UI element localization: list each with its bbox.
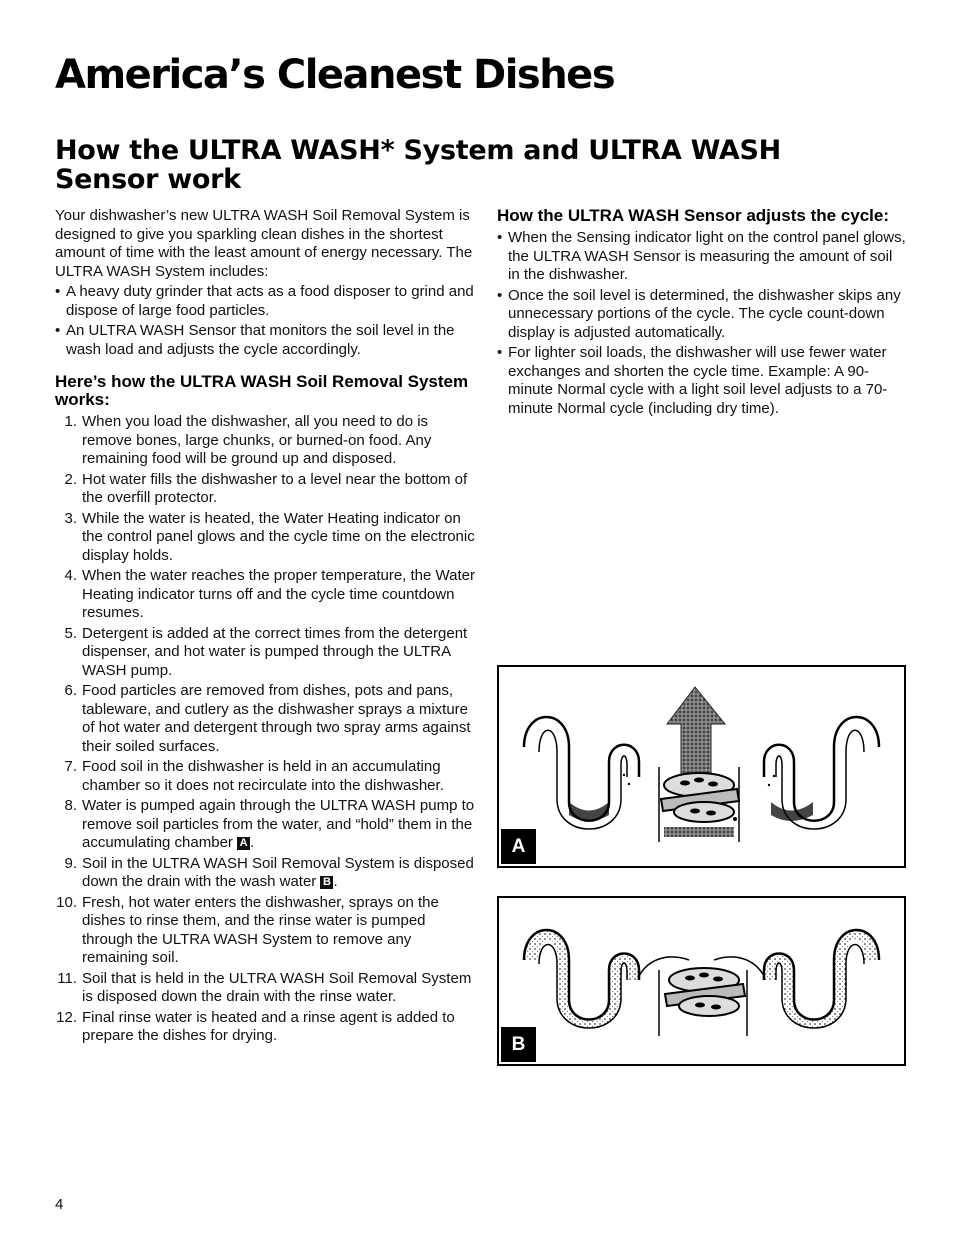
step-text: Soil that is held in the ULTRA WASH Soil Removal System is disposed down the drain with the rinse water. [82, 969, 472, 1005]
step-number: 9. [64, 854, 77, 872]
steps-list [55, 413, 475, 1046]
left-column [55, 207, 475, 1048]
list-item: • For lighter soil loads, the dishwasher will use fewer water exchanges and shorten the cycle time. Example: A 90-minute Normal cycle with a light soil level adjusts to a 70-minute Normal cycle (including dry time). [497, 344, 907, 418]
step-item [55, 471, 475, 508]
step-number: 5. [64, 624, 77, 642]
step-text: Hot water fills the dishwasher to a level near the bottom of the overfill protector. [82, 470, 468, 506]
step-number: 4. [64, 567, 77, 584]
label-a-badge: A [237, 837, 250, 850]
step-text: Final rinse water is heated and a rinse agent is added to prepare the dishes for drying. [82, 1008, 455, 1044]
step-item [55, 1009, 475, 1046]
diagram-b-illustration [499, 898, 904, 1064]
step-body: Water is pumped again through the ULTRA WASH pump to remove soil particles from the water, and “hold” them in the accumulating chamber [82, 797, 475, 851]
step-text: Food soil in the dishwasher is held in an accumulating chamber so it does not recirculate into the dishwasher. [82, 758, 444, 794]
step-text: Food particles are removed from dishes, pots and pans, tableware, and cutlery as the dishwasher sprays a mixture of hot water and detergent through two spray arms against their soiled surfaces. [82, 682, 471, 755]
diagram-a-illustration [499, 667, 904, 866]
diagram-a-label: A [501, 829, 536, 864]
step-number: 3. [64, 509, 77, 527]
step-end: . [333, 873, 338, 890]
step-text: Fresh, hot water enters the dishwasher, sprays on the dishes to rinse them, and the rinse water is pumped through the ULTRA WASH System to remove any remaining soil. [82, 893, 439, 966]
step-body: Soil in the ULTRA WASH Soil Removal System is disposed down the drain with the wash water [82, 854, 474, 890]
list-item: • A heavy duty grinder that acts as a food disposer to grind and dispose of large food particles. [55, 283, 475, 320]
page-title: America’s Cleanest Dishes [55, 52, 615, 98]
diagram-a [497, 665, 906, 868]
intro-paragraph: Your dishwasher’s new ULTRA WASH Soil Removal System is designed to give you sparkling clean dishes in the shortest amount of time with the least amount of energy necessary. The ULTRA WASH System includes: [55, 207, 473, 280]
step-item [55, 797, 475, 853]
list-item: • When the Sensing indicator light on the control panel glows, the ULTRA WASH Sensor is measuring the amount of soil in the dishwasher. [497, 229, 907, 285]
step-text: When you load the dishwasher, all you need to do is remove bones, large chunks, or burned-on food. Any remaining food will be ground up and disposed. [82, 413, 432, 467]
step-number: 7. [64, 758, 77, 775]
diagram-b-label: B [501, 1027, 536, 1062]
step-text: Detergent is added at the correct times from the detergent dispenser, and hot water is pumped through the ULTRA WASH pump. [82, 624, 468, 679]
sensor-heading: How the ULTRA WASH Sensor adjusts the cycle: [497, 206, 890, 225]
step-number: 12. [56, 1008, 77, 1026]
step-item [55, 970, 475, 1007]
step-item [55, 413, 475, 469]
list-item: • Once the soil level is determined, the dishwasher skips any unnecessary portions of the cycle. The cycle count-down display is adjusted automatically. [497, 287, 907, 343]
step-number: 6. [64, 682, 77, 699]
right-column [497, 207, 907, 420]
list-item: • An ULTRA WASH Sensor that monitors the soil level in the wash load and adjusts the cycle accordingly. [55, 322, 475, 359]
step-text [82, 797, 475, 853]
sensor-list [497, 229, 907, 418]
step-text: While the water is heated, the Water Heating indicator on the control panel glows and the cycle time on the electronic display holds. [82, 509, 475, 564]
page-number: 4 [55, 1196, 64, 1213]
step-item [55, 510, 475, 566]
step-text: When the water reaches the proper temperature, the Water Heating indicator turns off and the cycle time countdown resumes. [82, 567, 475, 621]
system-works-heading: Here’s how the ULTRA WASH Soil Removal System works: [55, 372, 469, 409]
step-end: . [250, 834, 255, 851]
step-item [55, 758, 475, 795]
label-b-badge: B [320, 876, 333, 889]
step-number: 1. [64, 413, 77, 430]
step-item [55, 567, 475, 623]
step-text [82, 855, 475, 892]
step-item [55, 625, 475, 681]
step-item [55, 894, 475, 968]
step-number: 10. [56, 893, 77, 911]
step-item [55, 682, 475, 756]
system-features-list [55, 283, 475, 359]
step-number: 8. [64, 797, 77, 814]
step-item [55, 855, 475, 892]
diagram-b [497, 896, 906, 1066]
step-number: 11. [57, 969, 77, 987]
step-number: 2. [64, 470, 77, 488]
section-title: How the ULTRA WASH* System and ULTRA WASH Sensor work [55, 135, 781, 195]
